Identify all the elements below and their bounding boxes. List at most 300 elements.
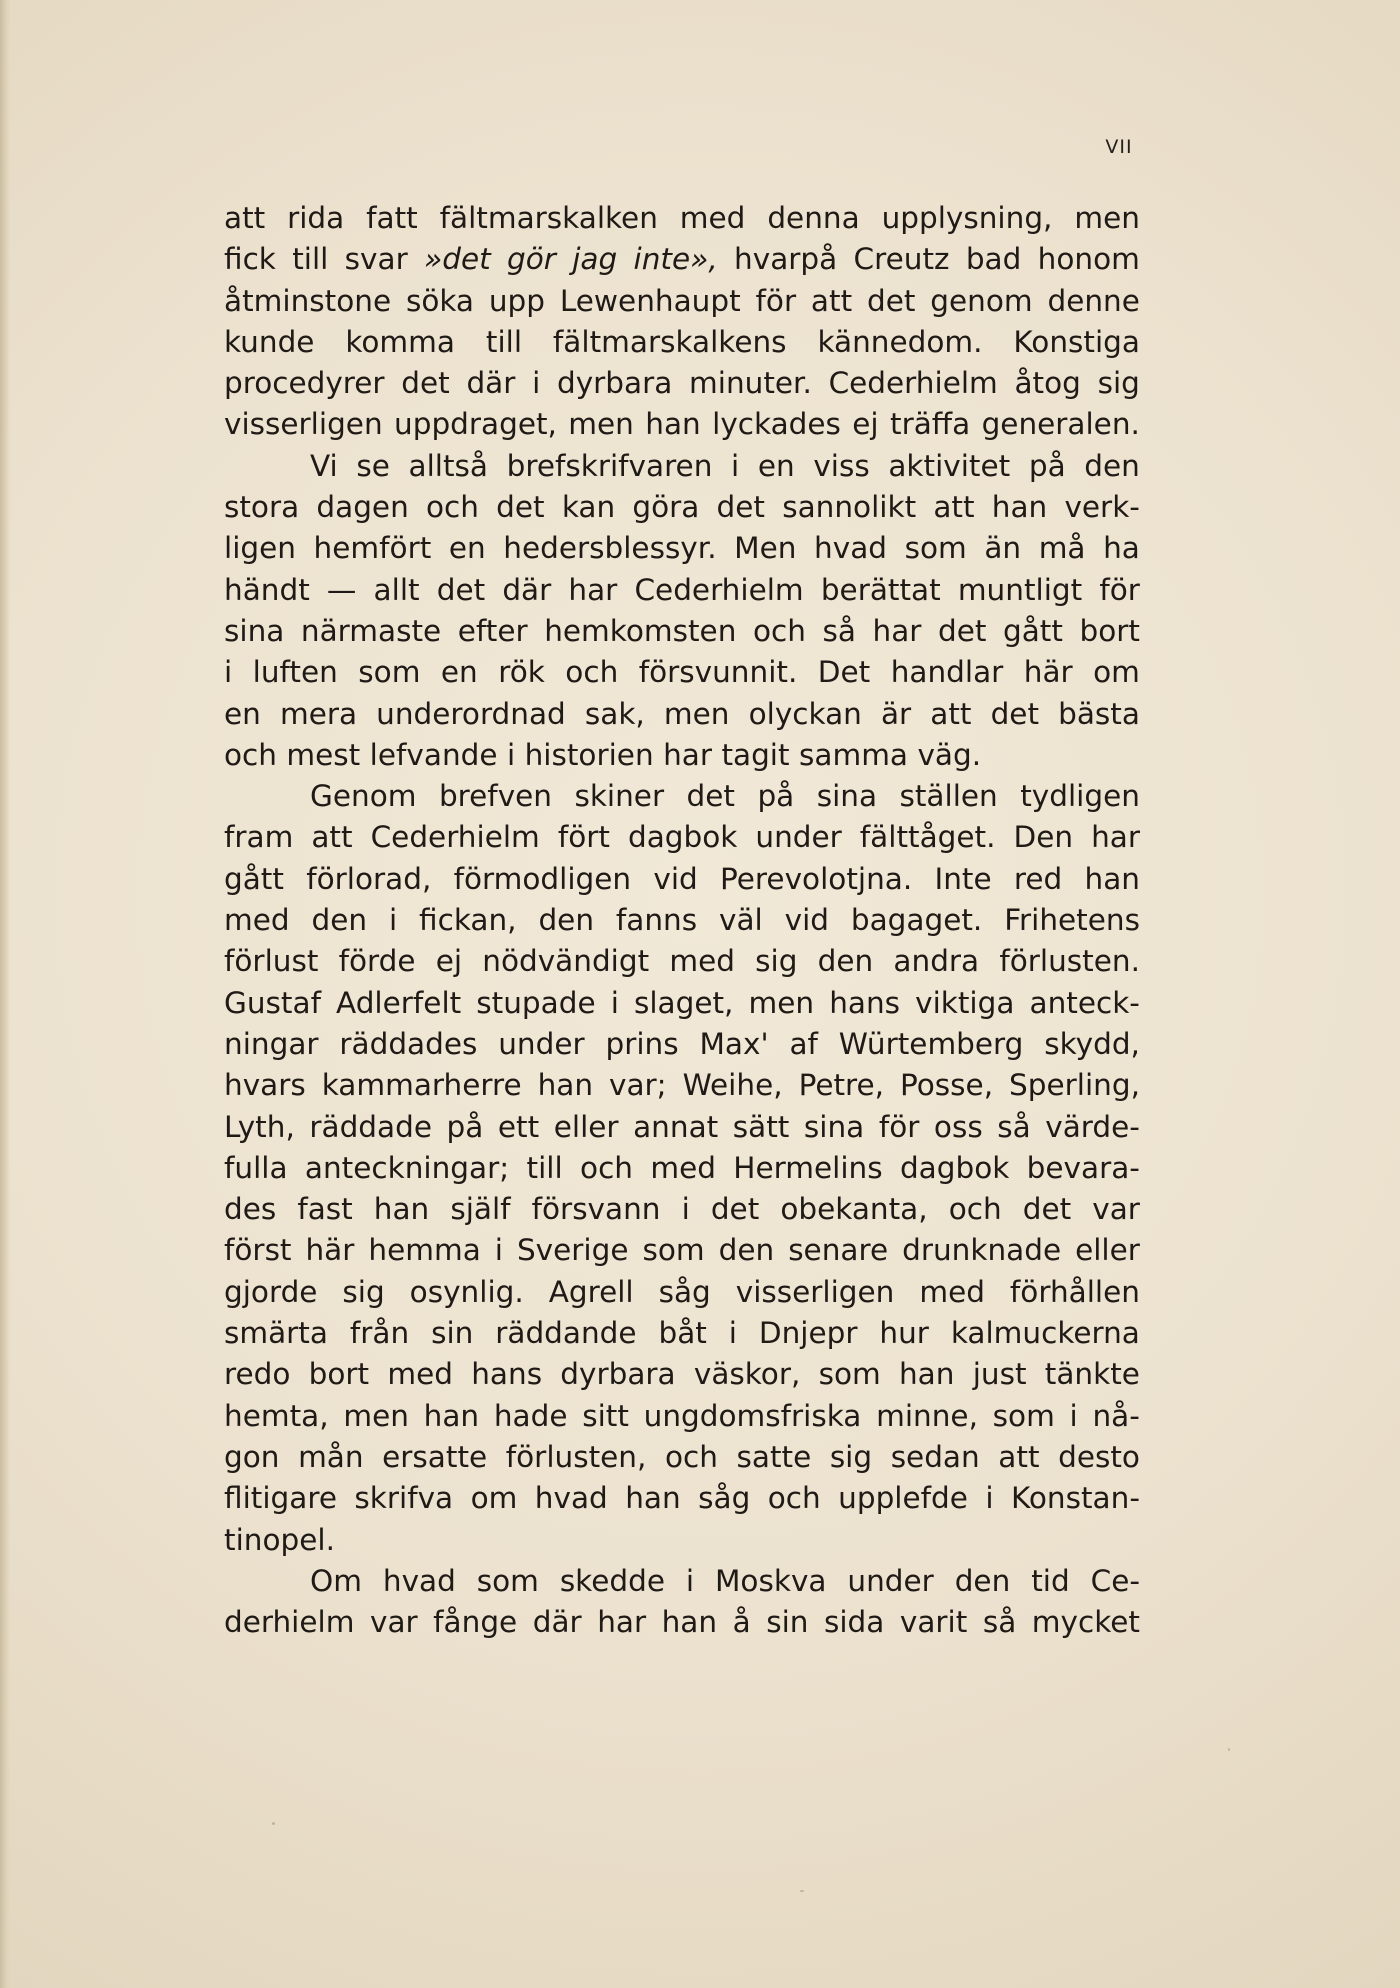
word: den [954,1563,1011,1598]
text-line [224,198,1140,239]
word: åtminstone [224,283,392,318]
word: muntligt [957,572,1083,607]
word: att [224,201,266,235]
word: gjorde [224,1274,318,1309]
word: det [1022,1192,1072,1227]
word: fick [224,242,276,277]
word: han [991,490,1048,525]
word: men [748,985,815,1020]
word: hvars [224,1068,306,1103]
word: i [494,1233,503,1268]
word: ej [852,407,879,442]
word: sedan [890,1439,980,1474]
word: viktiga [915,985,1015,1020]
word: efter [457,613,528,648]
word: dagbok [627,820,738,855]
word: med [669,944,735,979]
word: det [686,779,735,814]
word: här [305,1233,355,1268]
word: det [401,366,450,401]
word: eller [553,1109,619,1144]
word: tydligen [1020,779,1140,814]
word: han [661,1605,718,1640]
word: det [866,283,916,318]
word: den [718,1233,775,1268]
word: att [998,1439,1040,1474]
word: Genom [310,779,417,814]
word: just [972,1357,1027,1392]
word: har [663,737,712,772]
word: söka [405,283,475,318]
word: göra [632,490,700,525]
word: som [992,1398,1055,1433]
word: anteckningar; [304,1150,510,1185]
word: fulla [224,1150,288,1185]
word: obekanta, [780,1192,928,1227]
word: tänkte [1044,1357,1140,1392]
word: må [1038,531,1086,566]
word: gör [507,242,556,277]
text-line [224,404,1140,445]
word: hemta, [224,1398,329,1433]
word: båt [658,1316,707,1351]
word: Lewenhaupt [559,283,741,318]
text-line [224,1272,1140,1313]
word: drunknade [902,1233,1062,1268]
word: en [757,448,795,483]
word: sina [224,613,285,648]
paper-speck [272,1822,275,1825]
word: det [937,613,987,648]
word: en [440,655,478,690]
word: Moskva [714,1563,827,1598]
word: i [685,1563,695,1598]
word: det [436,572,486,607]
word: »det [424,242,491,277]
word: med [387,1357,453,1392]
word: inte», [633,242,718,277]
word: och [767,1481,821,1516]
word: desto [1058,1439,1140,1474]
word: väskor, [693,1357,801,1392]
word: i [1069,1398,1078,1433]
word: till [526,1150,563,1185]
word: bagaget. [850,903,983,938]
word: fanns [615,903,698,938]
word: det [496,490,545,525]
word: aktivitet [888,448,1011,483]
word: och [664,1439,718,1474]
text-line [224,817,1140,858]
word: har [1091,820,1140,855]
word: fickan, [419,903,517,938]
word: dagen [316,490,409,525]
word: uppdraget, [394,407,557,442]
word: ställen [899,779,998,814]
word: med [919,1274,985,1309]
word: här [1023,655,1073,690]
word: sitt [582,1398,629,1433]
text-line [224,1478,1140,1519]
word: tagit [721,737,790,772]
word: kalmuckerna [950,1316,1140,1351]
word: på [1028,448,1066,483]
word: af [789,1026,818,1061]
word: som [358,655,421,690]
word: honom [1037,242,1140,277]
word: skrifva [354,1481,454,1516]
word: visserligen [224,407,383,442]
word: redo [224,1357,291,1392]
word: Frihetens [1004,903,1140,938]
word: samma [799,737,909,772]
word: han [537,1068,594,1103]
word: väl [719,903,763,938]
text-line [224,1148,1140,1189]
word: smärta [224,1316,328,1351]
word: förde [338,944,416,979]
word: på [757,779,795,814]
word: kammarherre [321,1068,522,1103]
word: upplysning, [881,201,1053,235]
word: hur [879,1316,929,1351]
word: lefvande [369,737,498,772]
text-line [224,363,1140,404]
word: förlust [224,944,319,979]
word: fatt [366,201,418,235]
word: Ce- [1090,1563,1140,1598]
word: till [485,324,523,359]
word: fälttåget. [859,820,996,855]
word: ej [435,944,463,979]
word: i [506,737,516,772]
word: stora [224,490,300,525]
word: han [898,1357,955,1392]
word: senare [788,1233,889,1268]
word: alltså [408,448,488,483]
word: om [1093,655,1140,690]
word: Perevolotjna. [720,861,913,896]
word: komma [345,324,455,359]
page-number: VII [1105,136,1133,158]
word: Men [734,531,797,566]
text-line [224,1107,1140,1148]
word: Konstiga [1013,324,1140,359]
word: han [373,1192,430,1227]
word: i [388,903,398,938]
word: hvad [814,531,888,566]
word: fältmarskalken [439,201,658,235]
word: hemkomsten [544,613,737,648]
word: under [498,1026,585,1061]
word: Petre, [798,1068,885,1103]
word: och [425,490,479,525]
word: var [369,1605,418,1640]
word: från [349,1316,410,1351]
word: hans [829,985,901,1020]
word: den [817,944,874,979]
word: så [997,1109,1031,1144]
word: till [292,242,329,277]
body-text [224,198,1140,1643]
word: generalen. [981,407,1140,442]
word: men [343,1398,409,1433]
word: kan [561,490,616,525]
word: jag [572,242,618,277]
word: det [710,1192,760,1227]
word: en [448,531,486,566]
word: sin [431,1316,474,1351]
word: rök [498,655,545,690]
text-line [224,735,1140,776]
word: det [990,696,1040,731]
word: brefven [438,779,552,814]
word: men [663,696,730,731]
page-left-edge [0,0,10,1988]
word: som [904,531,967,566]
text-line [224,1230,1140,1271]
word: värde- [1045,1109,1140,1144]
word: det [716,490,765,525]
word: Hermelins [733,1150,883,1185]
word: derhielm [224,1605,355,1640]
word: minuter. [689,366,812,401]
text-line [224,1602,1140,1643]
word: hvad [534,1481,608,1516]
word: han [423,1398,480,1433]
word: och [580,1150,633,1185]
word: ersatte [382,1439,488,1474]
word: bort [308,1357,370,1392]
word: Lyth, [224,1109,295,1144]
word: och [565,655,619,690]
word: på [446,1109,484,1144]
word: Vi [310,448,338,483]
word: osynlig. [409,1274,524,1309]
word: själf [450,1192,511,1227]
word: för [1099,572,1140,607]
word: Konstan- [1011,1481,1140,1516]
word: gått [1002,613,1063,648]
word: handlar [890,655,1004,690]
word: har [568,572,618,607]
word: den [538,903,595,938]
text-line [224,239,1140,280]
word: andra [893,944,980,979]
word: räddades [339,1026,478,1061]
text-line [224,900,1140,941]
text-line [224,1437,1140,1478]
word: förmodligen [453,861,632,896]
word: hans [471,1357,543,1392]
word: viss [813,448,870,483]
word: procedyrer [224,366,385,401]
text-line [224,611,1140,652]
word: att [930,696,972,731]
word: Det [817,655,871,690]
word: för [755,283,797,318]
text-line [224,652,1140,693]
text-line [224,983,1140,1024]
word: flitigare [224,1481,337,1516]
word: fast [297,1192,353,1227]
word: Inte [934,861,992,896]
word: och [948,1192,1002,1227]
word: oss [933,1109,983,1144]
word: den [311,903,368,938]
word: träffa [890,407,971,442]
word: sätt [732,1109,790,1144]
text-line [224,446,1140,487]
word: Cederhielm [828,366,998,401]
word: med [650,1150,716,1185]
word: han [645,407,701,442]
word: sak, [584,696,645,731]
word: och [224,737,277,772]
word: — [326,572,357,607]
word: där [502,572,552,607]
word: först [224,1233,292,1268]
word: han [625,1481,681,1516]
word: svar [344,242,408,277]
word: Cederhielm [370,820,540,855]
word: mycket [1031,1605,1140,1640]
word: i [224,655,233,690]
word: åtog [1014,366,1081,401]
paper-speck [1228,1748,1230,1751]
word: att [933,490,975,525]
paper-speck [800,1890,804,1892]
word: Würtemberg [838,1026,1024,1061]
word: för [878,1109,920,1144]
word: historien [524,737,654,772]
word: har [872,613,922,648]
word: hvarpå [734,242,838,277]
word: är [880,696,912,731]
word: dyrbara [560,1357,676,1392]
word: närmaste [300,613,442,648]
word: som [642,1233,705,1268]
word: nå- [1092,1398,1140,1433]
word: brefskrifvaren [506,448,713,483]
word: än [984,531,1022,566]
word: lyckades [712,407,841,442]
word: sannolikt [782,490,917,525]
text-line [224,281,1140,322]
word: varit [899,1605,968,1640]
word: Den [1013,820,1074,855]
word: å [732,1605,751,1640]
word: sin [766,1605,809,1640]
word: såg [698,1481,751,1516]
word: hemma [368,1233,481,1268]
text-line [224,528,1140,569]
word: räddade [309,1109,432,1144]
word: ningar [224,1026,319,1061]
word: som [476,1563,539,1598]
word: Creutz [853,242,950,277]
word: en [224,696,261,731]
word: sig [342,1274,385,1309]
word: kunde [224,324,315,359]
word: som [818,1357,881,1392]
word: bad [965,242,1022,277]
word: där [466,366,516,401]
word: Sverige [516,1233,629,1268]
word: underordnad [376,696,566,731]
word: tinopel. [224,1522,335,1557]
word: med [679,201,746,235]
word: sig [1097,366,1140,401]
word: fältmarskalkens [552,324,787,359]
word: förhållen [1009,1274,1140,1309]
word: fånge [433,1605,518,1640]
word: annat [633,1109,719,1144]
word: slaget, [633,985,734,1020]
word: ha [1103,531,1140,566]
word: eller [1075,1233,1140,1268]
word: kännedom. [817,324,983,359]
word: var [1092,1192,1140,1227]
word: verk- [1064,490,1140,525]
word: räddande [495,1316,637,1351]
word: Adlerfelt [336,985,462,1020]
text-line [224,1313,1140,1354]
word: prins [605,1026,679,1061]
word: där [532,1605,582,1640]
word: hedersblessyr. [503,531,717,566]
word: gon [224,1439,280,1474]
text-line [224,1396,1140,1437]
word: i [728,1316,737,1351]
word: försvunnit. [638,655,798,690]
word: Agrell [548,1274,634,1309]
word: förlusten, [505,1439,647,1474]
word: Cederhielm [634,572,804,607]
word: skydd, [1044,1026,1140,1061]
word: i [532,366,541,401]
word: skiner [574,779,665,814]
text-line [224,694,1140,735]
word: olyckan [748,696,862,731]
word: genom [930,283,1033,318]
word: men [568,407,634,442]
word: visserligen [735,1274,895,1309]
text-line [224,1024,1140,1065]
word: i [610,985,619,1020]
word: upplefde [838,1481,968,1516]
word: des [224,1192,277,1227]
text-line [224,1520,1140,1561]
word: sida [823,1605,885,1640]
word: ungdomsfriska [643,1398,862,1433]
word: sina [803,1109,865,1144]
word: Gustaf [224,985,321,1020]
text-line [224,487,1140,528]
word: så [822,613,856,648]
word: händt [224,572,310,607]
word: stupade [476,985,596,1020]
text-line [224,776,1140,817]
word: var; [609,1068,667,1103]
word: såg [658,1274,711,1309]
word: bästa [1058,696,1140,731]
word: ett [497,1109,540,1144]
word: i [985,1481,994,1516]
word: sig [829,1439,873,1474]
word: att [311,820,353,855]
word: har [597,1605,647,1640]
